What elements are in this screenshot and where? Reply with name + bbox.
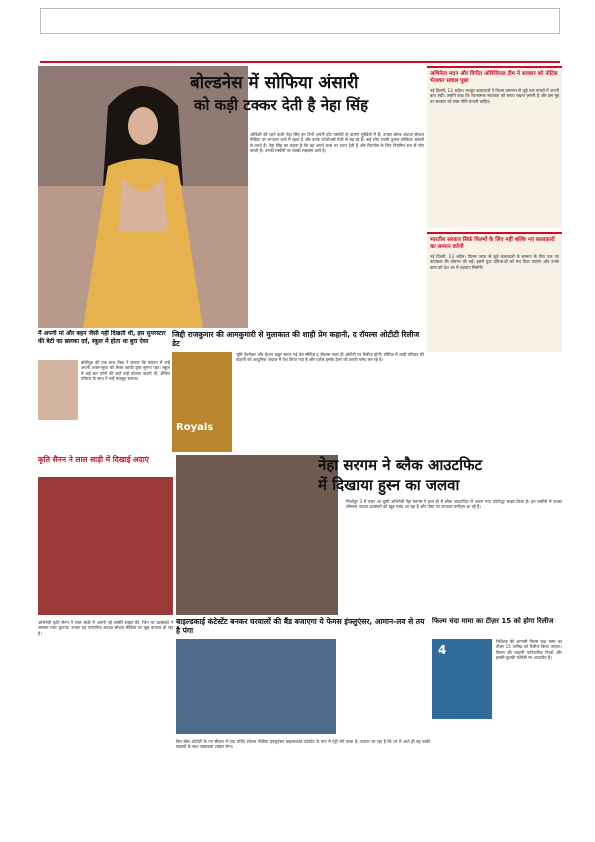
- lead-headline-line1: बोल्डनेस में सोफिया अंसारी: [190, 73, 359, 93]
- sidebar-story-2: [427, 232, 562, 352]
- page-header: [0, 40, 595, 60]
- neha-sargam-headline: [318, 455, 562, 497]
- neha-sargam-headline-line2: में दिखाया हुस्न का जलवा: [318, 476, 460, 494]
- story-chandamama-headline: फिल्म चंदा मामा का टीज़र 15 को होगा रिलीज: [432, 617, 554, 625]
- lead-headline: [190, 72, 425, 132]
- story-stardaughter-headline: मैं अपनी मां और बहन जैसी नहीं दिखती थी, इस सुपरस्टार की बेटी का छलका दर्द, स्कूल में होता था बुरा ऐसा: [38, 330, 166, 345]
- story-royals: [172, 330, 424, 452]
- story-bigboss-body: बिग बॉस ओटीटी के नए सीज़न में एक चर्चित सोशल मीडिया इंफ्लुएंसर वाइल्डकार्ड कंटेस्टेंट के रूप में एंट्री लेने वाला है। बताया जा रहा है कि घर में आते ही वह बाकी सदस्यों के साथ ज़बरदस्त टक्कर लेगा।: [176, 739, 430, 750]
- chandamama-poster: [432, 639, 492, 719]
- royals-poster-title: Royals: [176, 422, 214, 433]
- story-bigboss: [176, 617, 430, 832]
- bigboss-photo: [176, 639, 336, 734]
- story-bigboss-headline: बाइल्डकाई कंटेस्टेंट बनकर घरवालों की बैंड बजाएगा ये फेमस इंफ्लुएंसर, आमान-लव से तय है पंगा: [176, 617, 425, 635]
- sidebar-headline-1: अभिनेता मदन और विनीत ओरिजिनल टीम ने सरकार को नोटिस भेजकर सवाल पूछा: [430, 71, 558, 84]
- story-neha-sargam: [176, 455, 562, 615]
- story-royals-headline: जिद्दी राजकुमार की आमकुमारी से मुलाकात की शाही प्रेम कहानी, द रॉयल्स ओटीटी रिलीज डेट: [172, 330, 420, 348]
- royals-poster: [172, 352, 232, 452]
- story-stardaughter-body: बॉलीवुड की एक स्टार किड ने बताया कि बचपन में उन्हें अपनी शक्ल-सूरत को लेकर काफी कुछ सुनना पड़ा। स्कूल में कई बार लोगों की बातें उन्हें परेशान करती थीं, लेकिन परिवार के साथ ने उन्हें मज़बूत बनाया।: [81, 360, 170, 382]
- chandamama-poster-text: 4: [438, 643, 447, 657]
- sidebar-story-1: [427, 66, 562, 228]
- sidebar-body-1: नई दिल्ली, 13 अप्रैल। मशहूर कलाकारों ने फिल्म प्रमाणन से जुड़े एक मामले में अपनी बात रखी। उन्होंने कहा कि रचनात्मक स्वतंत्रता को बनाए रखना ज़रूरी है और इस मुद्दे पर सरकार को स्पष्ट नीति बनानी चाहिए।: [430, 88, 559, 104]
- story-kriti-photo: [38, 477, 173, 615]
- header-rule: [40, 61, 560, 63]
- neha-sargam-headline-line1: नेहा सरगम ने ब्लैक आउटफिट: [318, 456, 483, 474]
- story-stardaughter-photo: [38, 360, 78, 420]
- story-kriti: [38, 455, 173, 615]
- story-stardaughter: [38, 330, 170, 452]
- neha-sargam-photo: [176, 455, 338, 615]
- sidebar-headline-2: भारतीय सरकार सिर्फ़ फिल्मों के लिए नहीं बल्कि नए कलाकारों का सम्मान करेगी: [430, 237, 555, 250]
- sidebar-body-2: नई दिल्ली, 13 अप्रैल। फिल्म जगत से जुड़े कलाकारों के सम्मान के लिए एक नए कार्यक्रम की घोषणा की गई। इसमें युवा प्रतिभाओं को मंच दिया जाएगा और उनके काम को देश भर में पहचान मिलेगी।: [430, 254, 559, 270]
- neha-sargam-body: मिर्ज़ापुर 3 में नज़र आ चुकी अभिनेत्री नेहा सरगम ने हाल ही में ब्लैक आउटफिट में अपना नया फोटोशूट साझा किया है। इन तस्वीरों में उनका ग्लैमरस अंदाज़ प्रशंसकों को खूब पसंद आ रहा है और पोस्ट पर लगातार कमेंट्स आ रहे हैं।: [346, 499, 562, 510]
- story-kriti-headline: कृति सैनन ने लाल साड़ी में दिखाई अदाएं: [38, 455, 149, 464]
- story-chandamama: [432, 617, 562, 832]
- story-kriti-body: अभिनेत्री कृति सैनन ने लाल साड़ी में अपनी नई तस्वीरें साझा कीं, जिन पर प्रशंसकों ने जमकर प्यार लुटाया। उनका यह पारंपरिक अंदाज़ सोशल मीडिया पर खूब वायरल हो रहा है।: [38, 620, 173, 636]
- lead-body: ओडिशी की रहने वाली नेहा सिंह इन दिनों अपनी हॉट तस्वीरों के कारण सुर्खियों में हैं। उनका बोल्ड अंदाज़ सोशल मीडिया पर लगातार चर्चा में रहता है और उनके फॉलोअर्स तेज़ी से बढ़ रहे हैं। कई लोग उनकी तुलना सोफिया अंसारी से करते हैं। नेहा सिंह का कहना है कि वह अपने काम पर ध्यान देती हैं और फिटनेस के लिए नियमित रूप से योग करती हैं। उनकी तस्वीरों पर लाखों लाइक्स आते हैं।: [250, 132, 424, 154]
- story-royals-body: भूमि पेडनेकर और ईशान खट्टर स्टारर नई वेब सीरीज़ द रॉयल्स जल्द ही ओटीटी पर रिलीज़ होगी। सीरीज़ में शाही परिवार की कहानी को आधुनिक अंदाज़ में पेश किया गया है और दर्शक इसके ट्रेलर को काफी पसंद कर रहे हैं।: [236, 352, 424, 363]
- browser-toolbar[interactable]: [40, 8, 560, 34]
- lead-headline-line2: को कड़ी टक्कर देती है नेहा सिंह: [194, 96, 369, 114]
- story-chandamama-body: निर्देशक की आगामी फिल्म चंदा मामा का टीज़र 15 तारीख को रिलीज़ किया जाएगा। फिल्म की कहानी पारिवारिक रिश्तों और हल्की-फुल्की कॉमेडी पर आधारित है।: [496, 639, 562, 661]
